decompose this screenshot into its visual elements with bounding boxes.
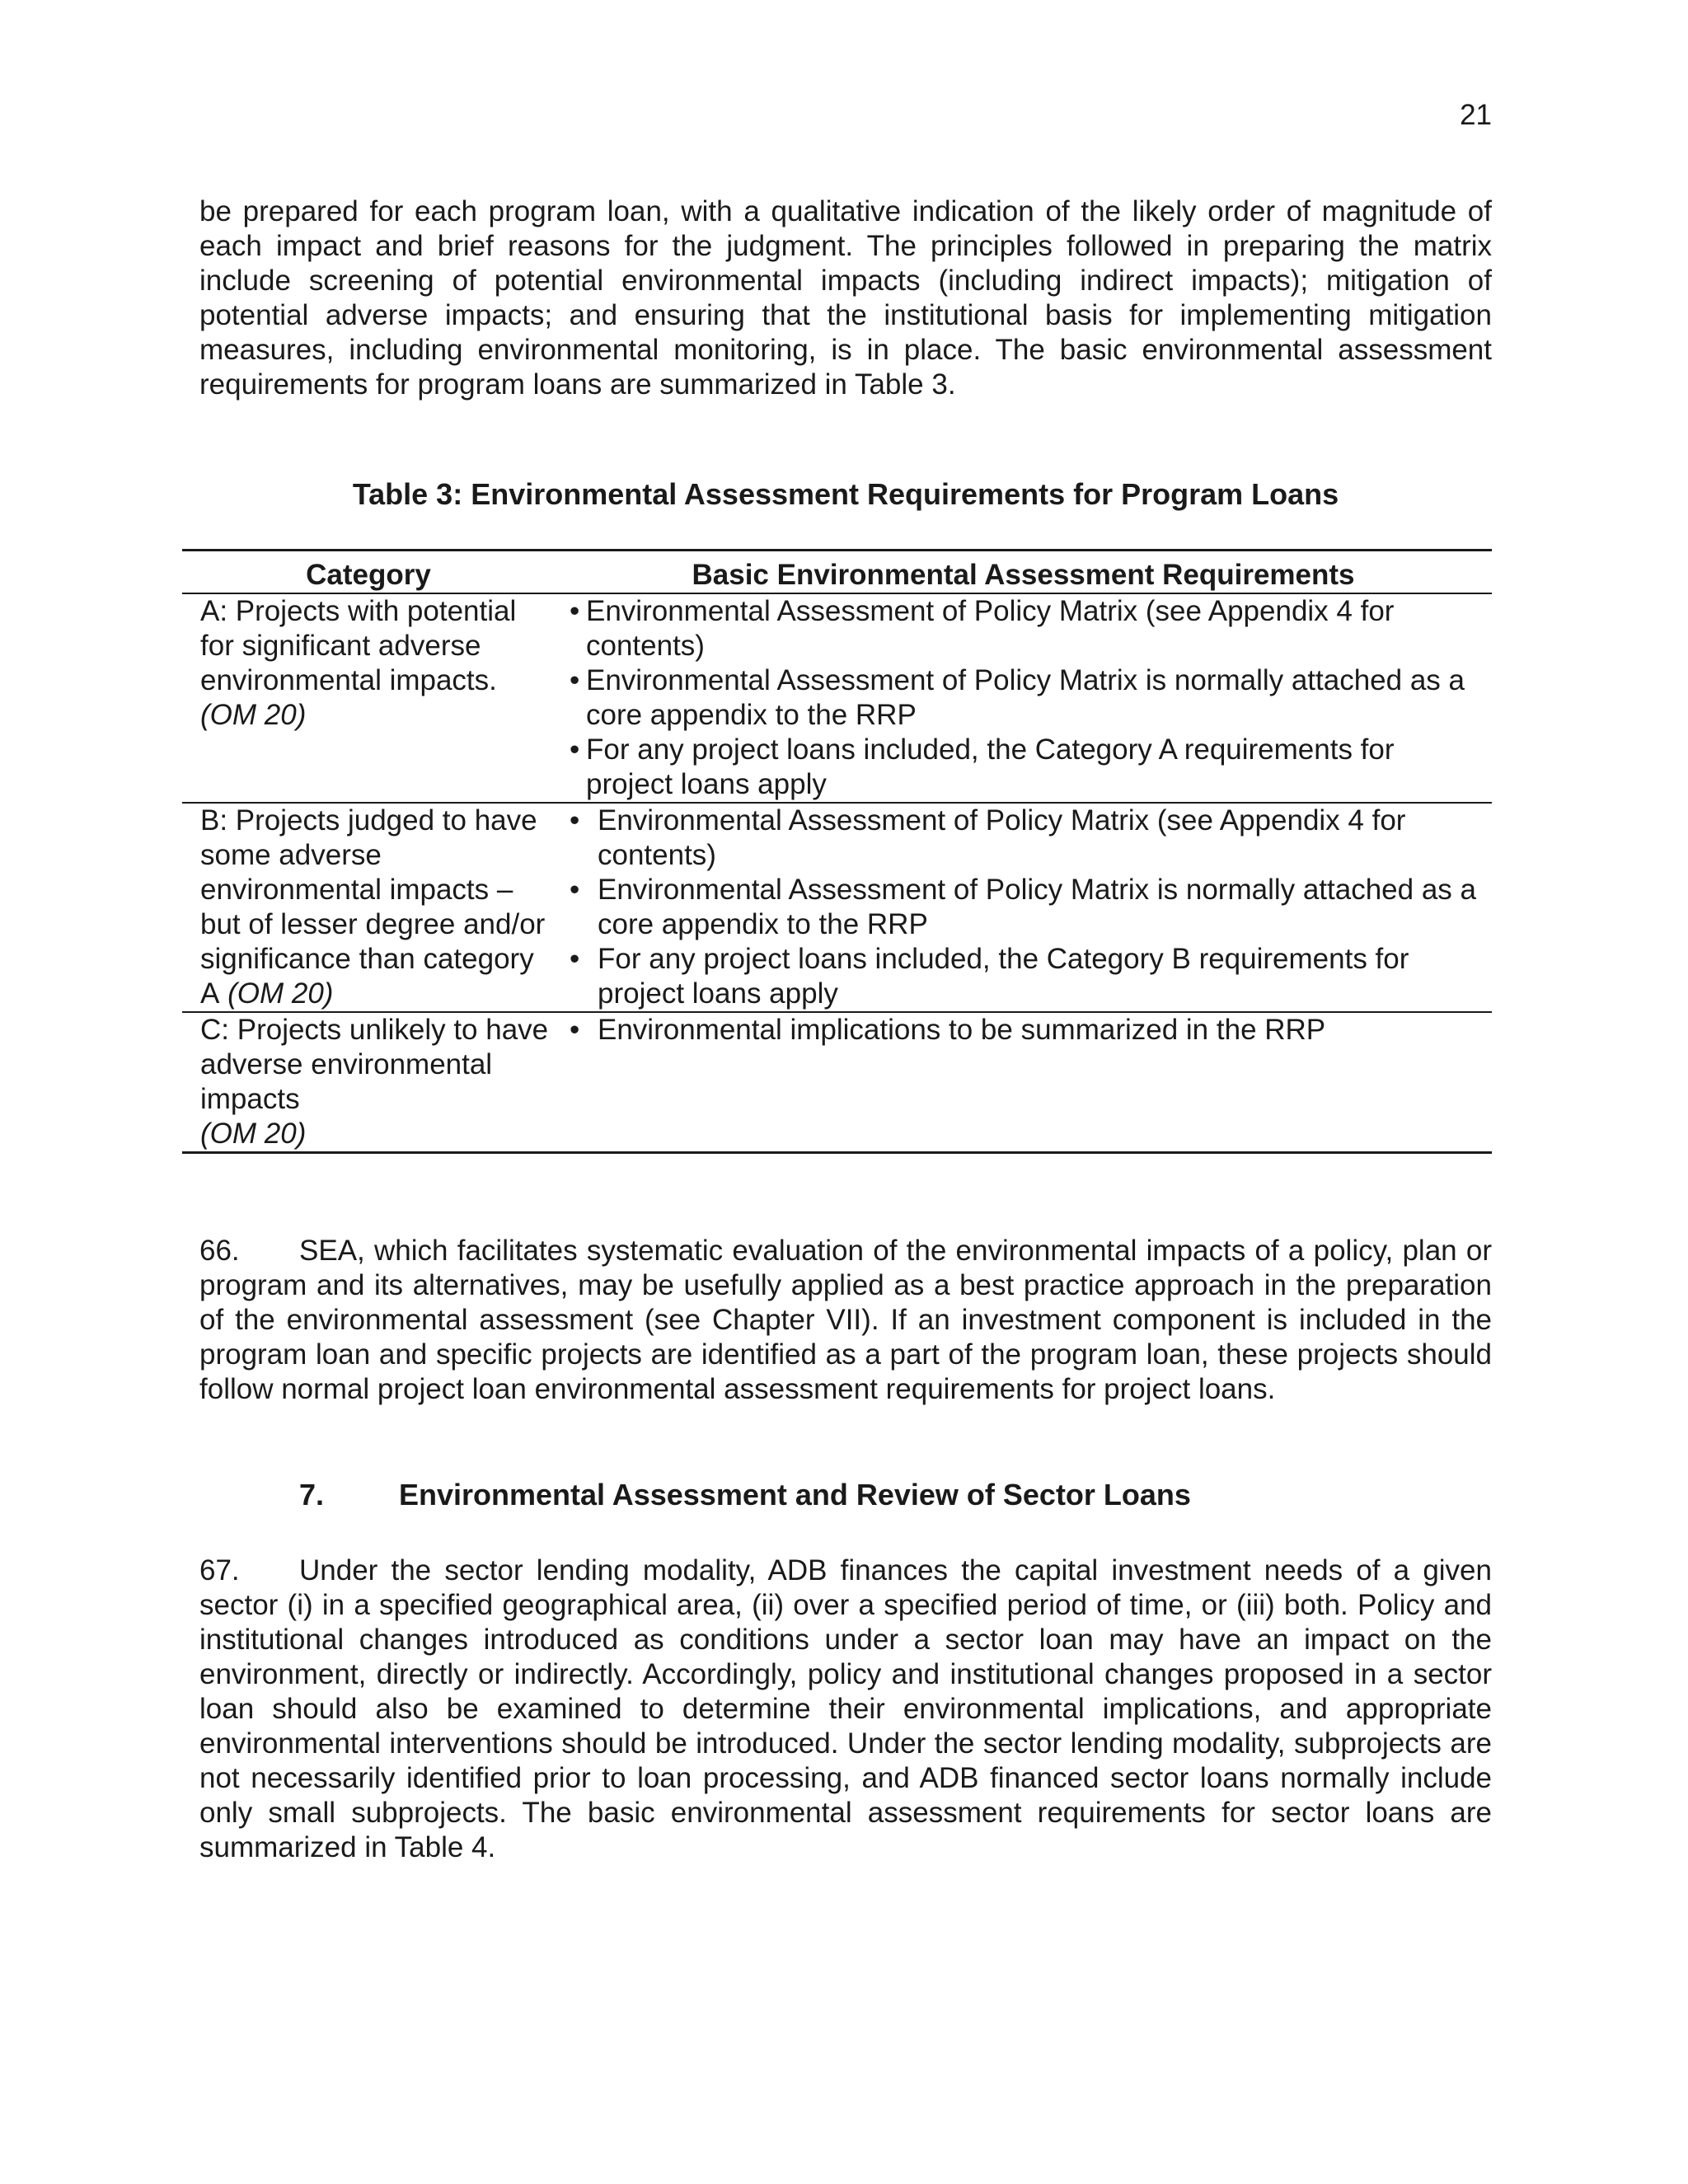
requirements-table [182,549,1492,1154]
category-ref: (OM 20) [227,977,334,1010]
requirement-item: • Environmental Assessment of Policy Matrix (see Appendix 4 for contents) [570,804,1406,871]
requirements-cell [555,1012,1492,1153]
header-requirements: Basic Environmental Assessment Requirements [555,551,1492,594]
category-cell [182,1012,555,1153]
table-row [182,803,1492,1012]
paragraph-text: Under the sector lending modality, ADB finances the capital investment needs of a given sector (i) in a specified geographical area, (ii) over a specified period of time, or (iii) both. Policy and institutional changes introduced as conditions under a sector loan may have an impact on the environment, directly or indirectly. Accordingly, policy and institutional changes proposed in a sector loan should also be examined to determine their environmental implications, and appropriate environmental interventions should be introduced. Under the sector lending modality, subprojects are not necessarily identified prior to loan processing, and ADB financed sector loans normally include only small subprojects. The basic environmental assessment requirements for sector loans are summarized in Table 4. [199,1554,1492,1863]
requirement-item: • For any project loans included, the Category A requirements for project loans apply [570,733,1395,800]
paragraph-number: 66. [199,1235,240,1267]
paragraph-66 [199,1234,1492,1407]
table-row [182,1012,1492,1153]
category-ref: (OM 20) [200,699,307,731]
requirement-item: • Environmental implications to be summarized in the RRP [570,1014,1326,1046]
requirement-item: • Environmental Assessment of Policy Matrix is normally attached as a core appendix to the RRP [570,664,1465,731]
category-cell [182,803,555,1012]
section-title: Environmental Assessment and Review of Sector Loans [399,1478,1191,1511]
requirements-cell [555,803,1492,1012]
section-heading [299,1477,1191,1513]
table-row [182,593,1492,803]
category-ref: (OM 20) [200,1118,307,1150]
bullet-icon: • [570,664,580,696]
bullet-icon: • [570,804,580,837]
requirement-item: • Environmental Assessment of Policy Matrix is normally attached as a core appendix to the RRP [570,874,1476,940]
requirements-cell [555,593,1492,803]
header-category: Category [182,551,555,594]
bullet-icon: • [570,733,580,766]
table-header-row [182,551,1492,594]
bullet-icon: • [570,874,580,906]
section-number: 7. [299,1478,325,1511]
bullet-icon: • [570,943,580,975]
requirement-item: • For any project loans included, the Category B requirements for project loans apply [570,943,1409,1010]
paragraph-number: 67. [199,1554,240,1586]
table-title: Table 3: Environmental Assessment Requirements for Program Loans [352,477,1339,511]
category-text: A: Projects with potential for significant adverse environmental impacts. [200,595,517,696]
category-text: B: Projects judged to have some adverse environmental impacts – but of lesser degree and/or significance than category A [200,804,546,1010]
intro-paragraph: be prepared for each program loan, with a qualitative indication of the likely order of magnitude of each impact and brief reasons for the judgment. The principles followed in preparing the matrix include screening of potential environmental impacts (including indirect impacts); mitigation of potential adverse impacts; and ensuring that the institutional basis for implementing mitigation measures, including environmental monitoring, is in place. The basic environmental assessment requirements for program loans are summarized in Table 3. [199,195,1492,401]
paragraph-text: SEA, which facilitates systematic evaluation of the environmental impacts of a policy, plan or program and its alternatives, may be usefully applied as a best practice approach in the preparation of the environmental assessment (see Chapter VII). If an investment component is included in the program loan and specific projects are identified as a part of the program loan, these projects should follow normal project loan environmental assessment requirements for project loans. [199,1235,1492,1405]
bullet-icon: • [570,1014,580,1046]
requirement-item: • Environmental Assessment of Policy Matrix (see Appendix 4 for contents) [570,595,1395,662]
category-cell [182,593,555,803]
paragraph-67 [199,1554,1492,1865]
page-number: 21 [1460,99,1492,131]
category-text: C: Projects unlikely to have adverse environmental impacts [200,1014,549,1115]
bullet-icon: • [570,595,580,627]
